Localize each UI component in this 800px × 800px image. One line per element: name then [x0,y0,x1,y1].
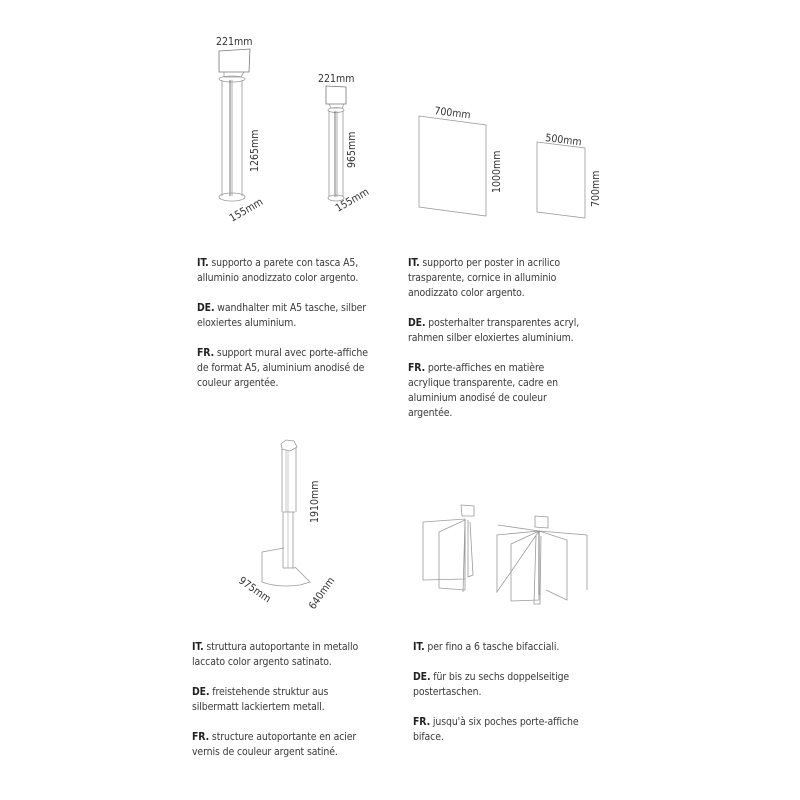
desc-de: DE. posterhalter transparentes acryl, rahmen silber eloxiertes aluminium. [408,317,580,344]
flip-pockets-large-drawing [497,516,587,604]
desc-de: DE. freistehende struktur aus silbermatt lackiertem metall. [192,686,329,713]
wall-stand-short-drawing [326,86,346,201]
dim-freestanding-depth: 975mm [236,574,274,606]
dim-poster-small-height: 700mm [590,170,602,207]
poster-small-drawing [537,142,585,218]
desc-fr: FR. structure autoportante en acier vernis de couleur argent satiné. [192,731,357,758]
desc-de: DE. für bis zu sechs doppelseitige postertaschen. [413,671,570,698]
dim-poster-small-width: 500mm [544,132,583,149]
wall-stand-tall-drawing [219,49,250,201]
description-poster-holder [408,256,613,436]
dim-poster-large-height: 1000mm [491,150,503,193]
description-wall-stand [197,256,397,406]
dim-poster-large-width: 700mm [433,105,472,122]
desc-it: IT. supporto per poster in acrilico trasparente, cornice in alluminio anodizzato color argento. [408,257,560,299]
dim-tall-width: 221mm [216,36,253,48]
dim-freestanding-height: 1910mm [309,480,321,523]
dim-short-height: 965mm [346,131,358,168]
description-freestanding [192,640,392,775]
desc-fr: FR. support mural avec porte-affiche de format A5, aluminium anodisé de couleur argentée. [197,347,368,389]
dim-short-base: 155mm [333,185,372,215]
desc-it: IT. per fino a 6 tasche bifacciali. [413,641,560,653]
desc-it: IT. supporto a parete con tasca A5, alluminio anodizzato color argento. [197,257,359,284]
dim-tall-base: 155mm [227,195,266,225]
flip-pockets-small-drawing [423,505,474,592]
dim-tall-height: 1265mm [249,129,261,172]
desc-it: IT. struttura autoportante in metallo laccato color argento satinato. [192,641,359,668]
desc-fr: FR. jusqu'à six poches porte-affiche biface. [413,716,579,743]
desc-de: DE. wandhalter mit A5 tasche, silber eloxiertes aluminium. [197,302,367,329]
dim-short-width: 221mm [318,73,355,85]
desc-fr: FR. porte-affiches en matière acrylique transparente, cadre en aluminium anodisé de couleur argentée. [408,362,558,419]
description-flip-pockets [413,640,613,760]
freestanding-drawing [262,440,310,586]
dim-freestanding-width: 640mm [306,574,338,612]
poster-large-drawing [419,116,486,216]
